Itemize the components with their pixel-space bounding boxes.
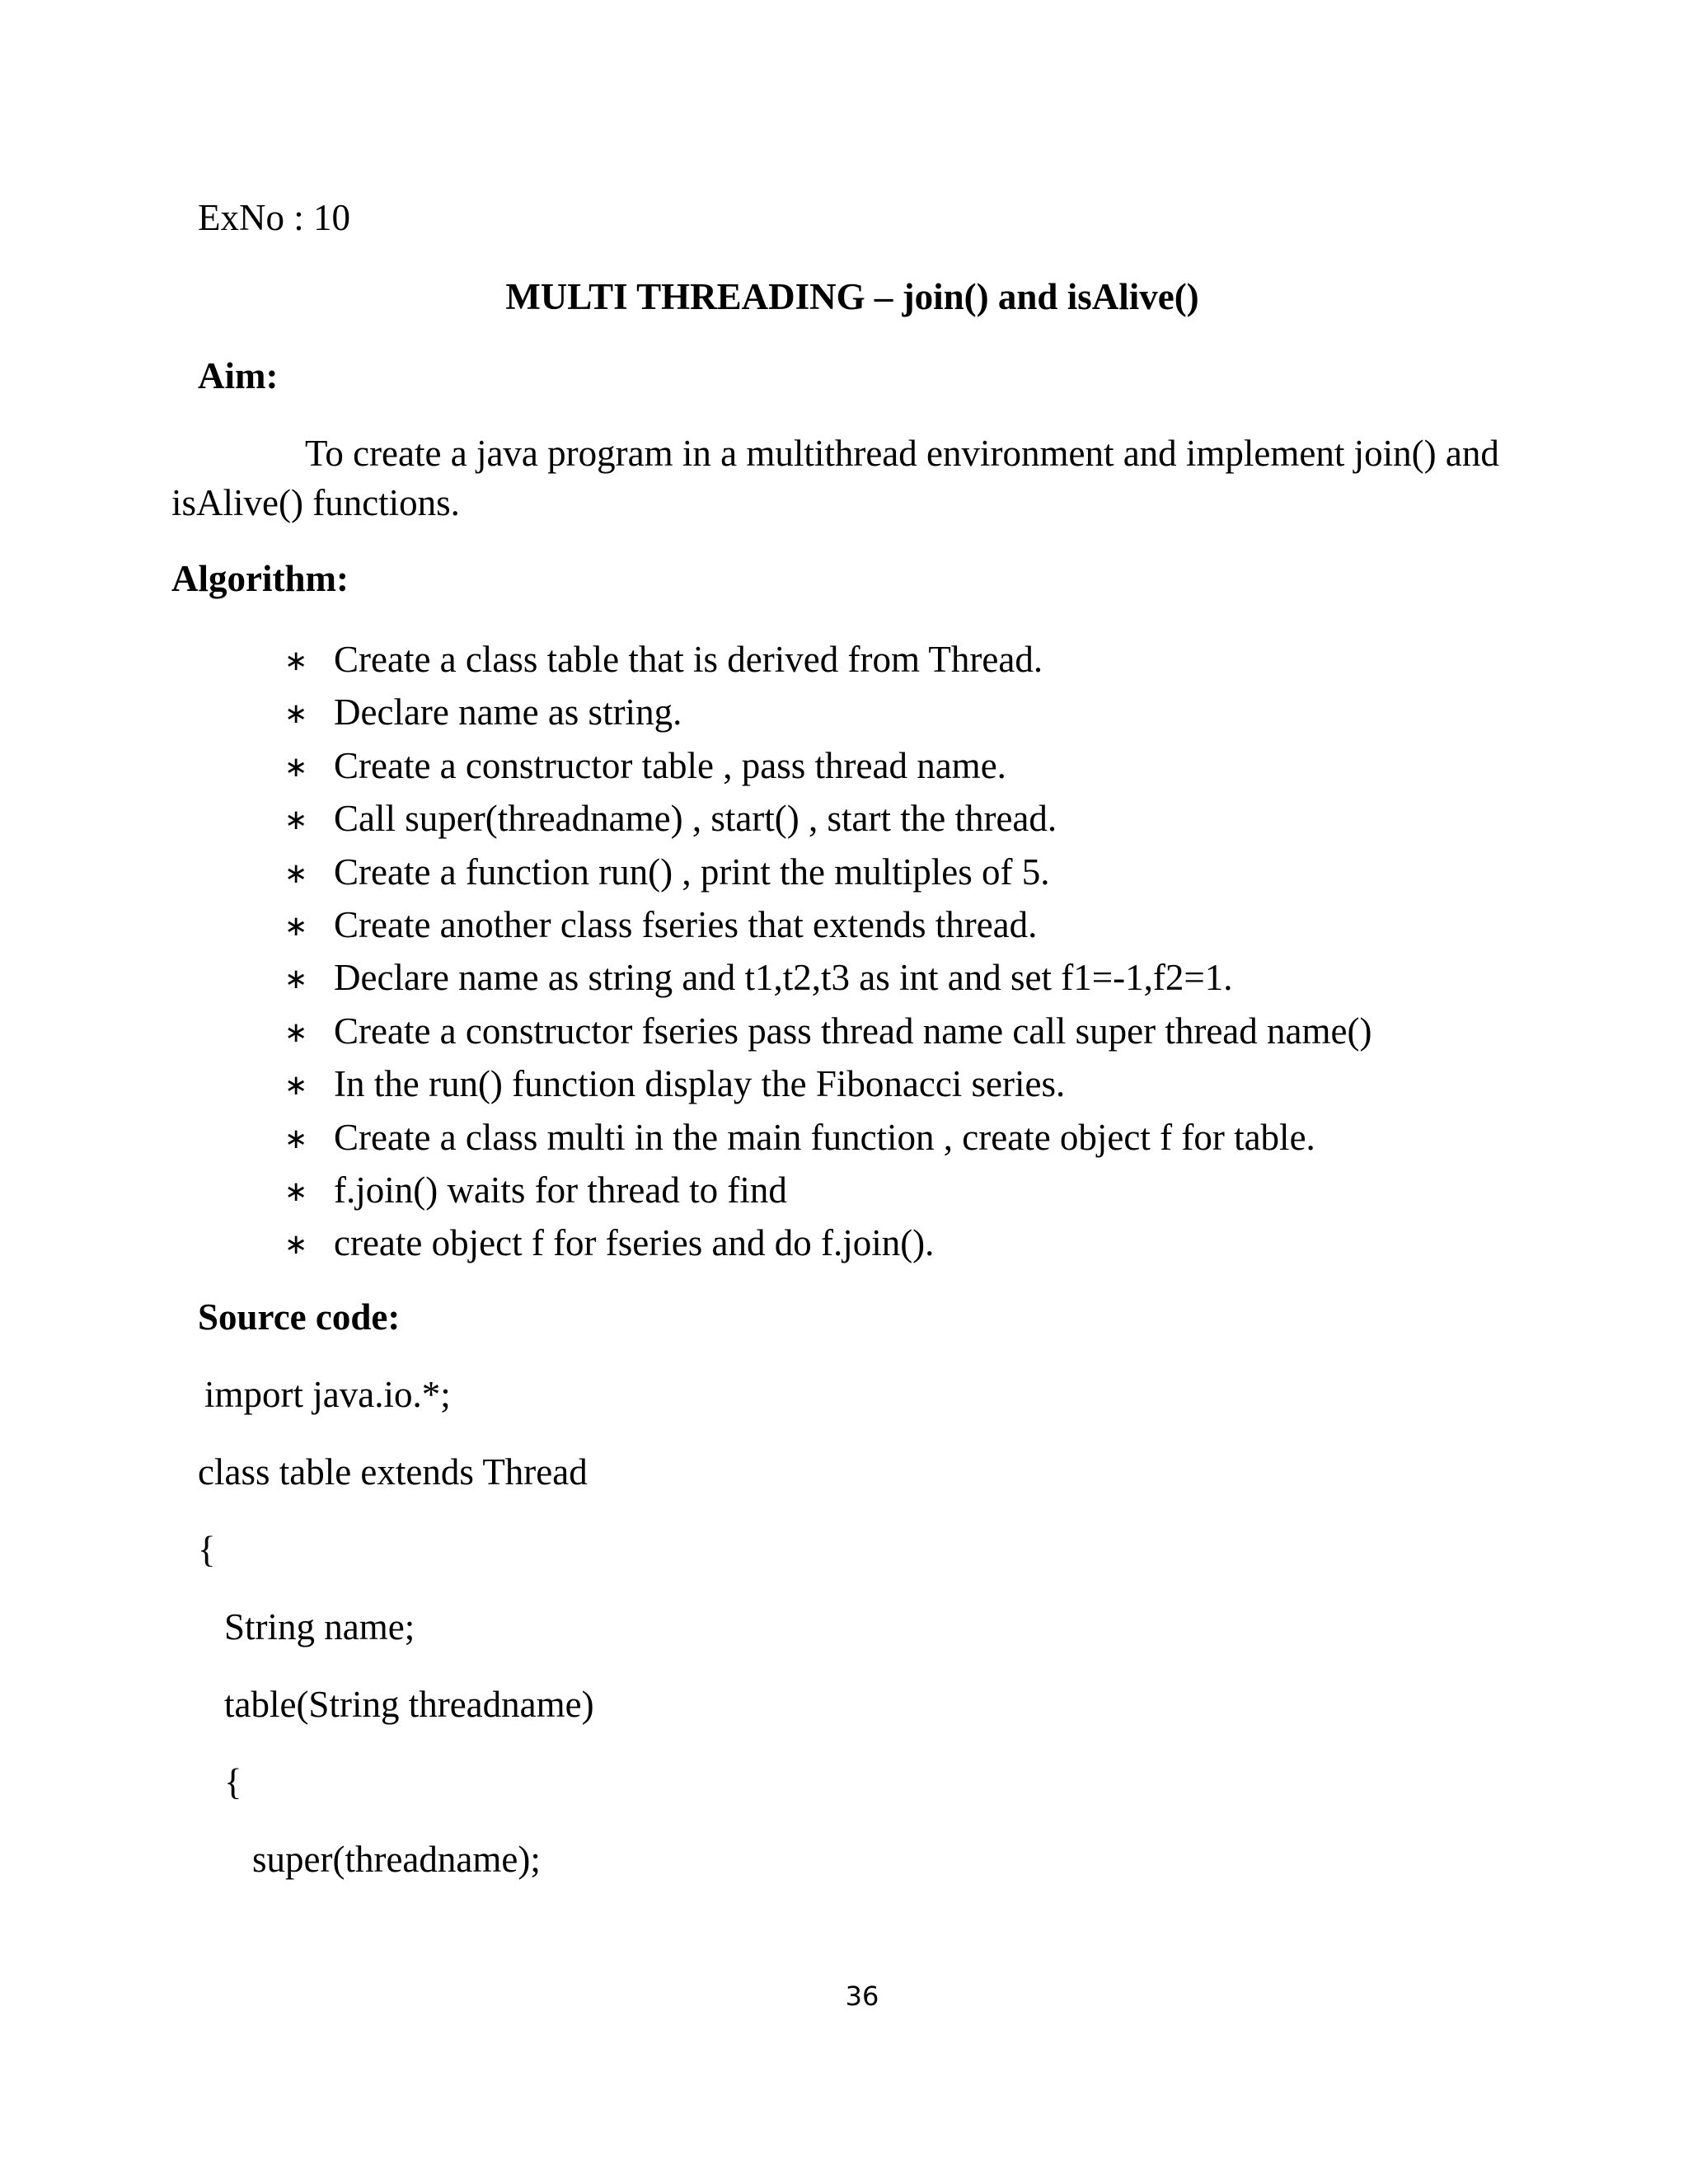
algorithm-step <box>280 1164 1372 1216</box>
algorithm-step-text: f.join() waits for thread to find <box>334 1169 787 1212</box>
bullet-icon: ∗ <box>284 1015 308 1049</box>
exercise-number: ExNo : 10 <box>198 197 350 238</box>
algorithm-step-text: Create a constructor table , pass thread name. <box>334 744 1006 786</box>
code-line: { <box>198 1529 216 1570</box>
page-number: 36 <box>845 1980 879 2012</box>
code-line: table(String threadname) <box>224 1684 594 1725</box>
algorithm-step-text: Create another class fseries that extends thread. <box>334 904 1038 946</box>
algorithm-step-text: Create a constructor fseries pass thread name call super thread name() <box>334 1010 1372 1052</box>
algorithm-step <box>280 951 1372 1004</box>
code-line: import java.io.*; <box>204 1374 451 1415</box>
bullet-icon: ∗ <box>284 856 308 890</box>
bullet-icon: ∗ <box>284 910 308 944</box>
algorithm-step-text: Create a function run() , print the multiples of 5. <box>334 851 1050 893</box>
page-title: MULTI THREADING – join() and isAlive() <box>505 276 1199 317</box>
aim-text: To create a java program in a multithread environment and implement join() and isAlive() functions. <box>171 433 1499 523</box>
bullet-icon: ∗ <box>284 697 308 731</box>
bullet-icon: ∗ <box>284 1228 308 1262</box>
algorithm-step <box>280 1057 1372 1110</box>
algorithm-step-text: Create a class multi in the main function , create object f for table. <box>334 1116 1315 1158</box>
algorithm-step <box>280 1005 1372 1057</box>
algorithm-heading: Algorithm: <box>171 558 349 599</box>
algorithm-step-text: Declare name as string and t1,t2,t3 as int and set f1=-1,f2=1. <box>334 957 1233 999</box>
source-code-heading: Source code: <box>198 1296 401 1338</box>
code-line: class table extends Thread <box>198 1451 588 1493</box>
algorithm-step <box>280 898 1372 951</box>
algorithm-step-text: create object f for fseries and do f.join(). <box>334 1222 935 1264</box>
algorithm-step <box>280 739 1372 792</box>
algorithm-step-text: Call super(threadname) , start() , start the thread. <box>334 798 1057 840</box>
bullet-icon: ∗ <box>284 1175 308 1209</box>
bullet-icon: ∗ <box>284 644 308 677</box>
bullet-icon: ∗ <box>284 804 308 837</box>
algorithm-step <box>280 686 1372 738</box>
algorithm-step-text: In the run() function display the Fibonacci series. <box>334 1063 1066 1105</box>
bullet-icon: ∗ <box>284 1069 308 1103</box>
algorithm-step-text: Declare name as string. <box>334 691 682 733</box>
bullet-icon: ∗ <box>284 963 308 996</box>
algorithm-step <box>280 633 1372 686</box>
bullet-icon: ∗ <box>284 750 308 784</box>
algorithm-step-text: Create a class table that is derived from Thread. <box>334 639 1043 680</box>
algorithm-step <box>280 792 1372 845</box>
algorithm-step <box>280 1216 1372 1269</box>
algorithm-step <box>280 846 1372 898</box>
algorithm-step <box>280 1111 1372 1164</box>
code-line: { <box>224 1761 242 1802</box>
aim-heading: Aim: <box>198 355 279 396</box>
algorithm-list <box>280 633 1372 1270</box>
bullet-icon: ∗ <box>284 1122 308 1155</box>
code-line: super(threadname); <box>252 1839 541 1880</box>
code-line: String name; <box>224 1606 415 1647</box>
